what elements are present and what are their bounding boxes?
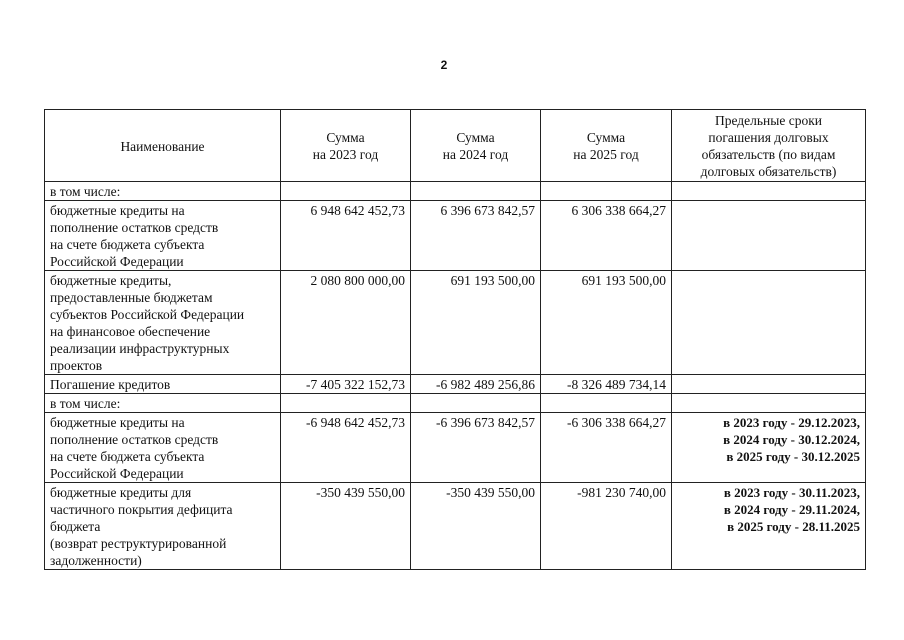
deadline-line: в 2023 году - 30.11.2023, [723,485,860,500]
header-name: Наименование [45,110,281,182]
header-line: Сумма [586,130,626,145]
row-name-line: бюджетные кредиты на [50,203,185,218]
table-row [45,413,866,483]
row-name-cell [45,483,281,570]
row-name-line: реализации инфраструктурных [50,341,230,356]
deadline-cell [672,413,866,483]
value-2023-cell [281,182,411,201]
row-name-line: бюджета [50,519,101,534]
deadline-cell [672,182,866,201]
header-line: Сумма [456,130,495,145]
value-2025-cell: -981 230 740,00 [541,483,672,570]
deadline-line: в 2024 году - 30.12.2024, [723,432,860,447]
row-name-line: бюджетные кредиты на [50,415,185,430]
row-name-line: Российской Федерации [50,466,184,481]
header-line: долговых обязательств) [700,164,837,179]
header-line: на 2023 год [312,147,379,162]
value-2024-cell: 691 193 500,00 [411,271,541,375]
deadline-cell [672,201,866,271]
deadline-line: в 2024 году - 29.11.2024, [723,502,860,517]
table-row [45,201,866,271]
row-name-line: Погашение кредитов [50,377,171,392]
row-name-cell [45,394,281,413]
value-2025-cell: -8 326 489 734,14 [541,375,672,394]
row-name-line: в том числе: [50,396,121,411]
row-name-line: задолженности) [50,553,142,568]
row-name-line: Российской Федерации [50,254,184,269]
value-2023-cell: -350 439 550,00 [281,483,411,570]
value-2025-cell: -6 306 338 664,27 [541,413,672,483]
table-row [45,375,866,394]
deadline-cell [672,375,866,394]
row-name-line: пополнение остатков средств [50,432,219,447]
page-number: 2 [440,58,448,72]
table-row [45,271,866,375]
header-sum-2024 [411,110,541,182]
header-line: Сумма [326,130,365,145]
deadline-line: в 2025 году - 28.11.2025 [727,519,860,534]
value-2023-cell: -7 405 322 152,73 [281,375,411,394]
deadline-cell [672,394,866,413]
table-row [45,394,866,413]
header-line: Предельные сроки [714,113,822,128]
value-2025-cell [541,394,672,413]
row-name-line: на счете бюджета субъекта [50,449,205,464]
row-name-line: предоставленные бюджетам [50,290,213,305]
deadline-line: в 2023 году - 29.12.2023, [723,415,860,430]
header-line: погашения долговых [708,130,829,145]
table-row [45,182,866,201]
deadline-cell [672,271,866,375]
row-name-cell [45,182,281,201]
value-2024-cell: -350 439 550,00 [411,483,541,570]
value-2024-cell: -6 982 489 256,86 [411,375,541,394]
row-name-line: на финансовое обеспечение [50,324,211,339]
table-row [45,483,866,570]
row-name-cell [45,413,281,483]
value-2025-cell [541,182,672,201]
deadline-line: в 2025 году - 30.12.2025 [726,449,860,464]
budget-table [44,109,866,570]
header-line: на 2024 год [442,147,509,162]
table-body [45,182,866,570]
row-name-cell [45,375,281,394]
header-sum-2025 [541,110,672,182]
value-2023-cell: -6 948 642 452,73 [281,413,411,483]
row-name-line: пополнение остатков средств [50,220,219,235]
value-2023-cell [281,394,411,413]
row-name-line: субъектов Российской Федерации [50,307,245,322]
value-2024-cell [411,394,541,413]
row-name-line: частичного покрытия дефицита [50,502,233,517]
row-name-line: (возврат реструктурированной [50,536,227,551]
deadline-cell [672,483,866,570]
row-name-line: бюджетные кредиты, [50,273,172,288]
header-line: на 2025 год [573,147,639,162]
row-name-line: на счете бюджета субъекта [50,237,205,252]
value-2025-cell: 691 193 500,00 [541,271,672,375]
row-name-line: проектов [50,358,103,373]
row-name-line: в том числе: [50,184,121,199]
value-2024-cell: 6 396 673 842,57 [411,201,541,271]
value-2025-cell: 6 306 338 664,27 [541,201,672,271]
header-line: обязательств (по видам [701,147,836,162]
value-2023-cell: 6 948 642 452,73 [281,201,411,271]
header-deadlines [672,110,866,182]
row-name-cell [45,271,281,375]
value-2023-cell: 2 080 800 000,00 [281,271,411,375]
header-row [45,110,866,182]
value-2024-cell: -6 396 673 842,57 [411,413,541,483]
row-name-cell [45,201,281,271]
header-sum-2023 [281,110,411,182]
value-2024-cell [411,182,541,201]
row-name-line: бюджетные кредиты для [50,485,192,500]
